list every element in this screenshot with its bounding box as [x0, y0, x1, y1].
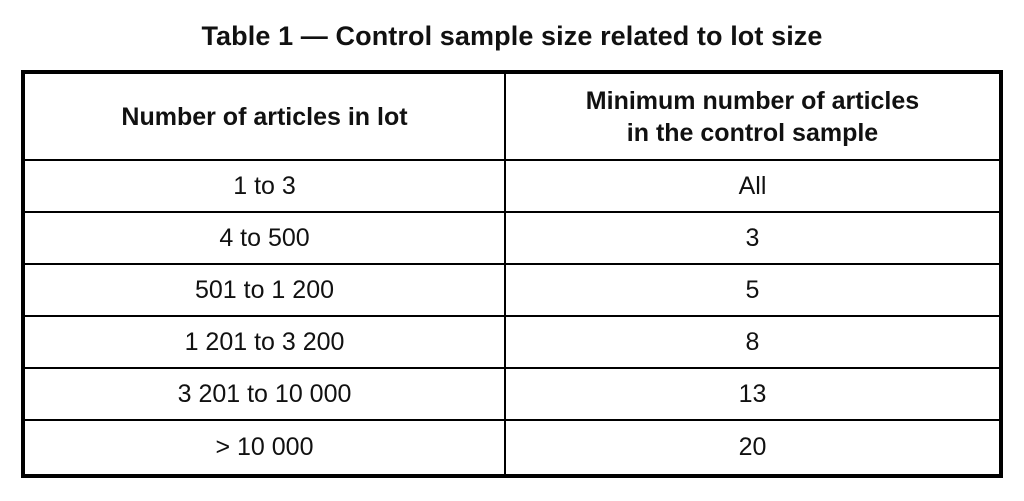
lot-size-cell: 4 to 500 — [24, 212, 505, 264]
header-minimum-articles — [505, 73, 1000, 160]
table-row — [24, 160, 1000, 212]
minimum-sample-cell: 8 — [505, 316, 1000, 368]
header-row — [24, 73, 1000, 160]
minimum-sample-cell: 20 — [505, 420, 1000, 475]
table-row — [24, 368, 1000, 420]
control-sample-table — [23, 72, 1001, 476]
minimum-sample-cell: 3 — [505, 212, 1000, 264]
table-row — [24, 316, 1000, 368]
header-articles-in-lot — [24, 73, 505, 160]
table-caption: Table 1 — Control sample size related to lot size — [201, 21, 823, 51]
lot-size-cell: 501 to 1 200 — [24, 264, 505, 316]
minimum-sample-cell: 13 — [505, 368, 1000, 420]
lot-size-cell: 1 201 to 3 200 — [24, 316, 505, 368]
table-row — [24, 212, 1000, 264]
header-articles-in-lot-label: Number of articles in lot — [121, 102, 408, 131]
lot-size-cell: 1 to 3 — [24, 160, 505, 212]
minimum-sample-cell: All — [505, 160, 1000, 212]
lot-size-cell: > 10 000 — [24, 420, 505, 475]
lot-size-cell: 3 201 to 10 000 — [24, 368, 505, 420]
table-row — [24, 420, 1000, 475]
table-row — [24, 264, 1000, 316]
minimum-sample-cell: 5 — [505, 264, 1000, 316]
header-minimum-line2: in the control sample — [626, 118, 879, 147]
header-minimum-line1: Minimum number of articles — [585, 86, 920, 115]
